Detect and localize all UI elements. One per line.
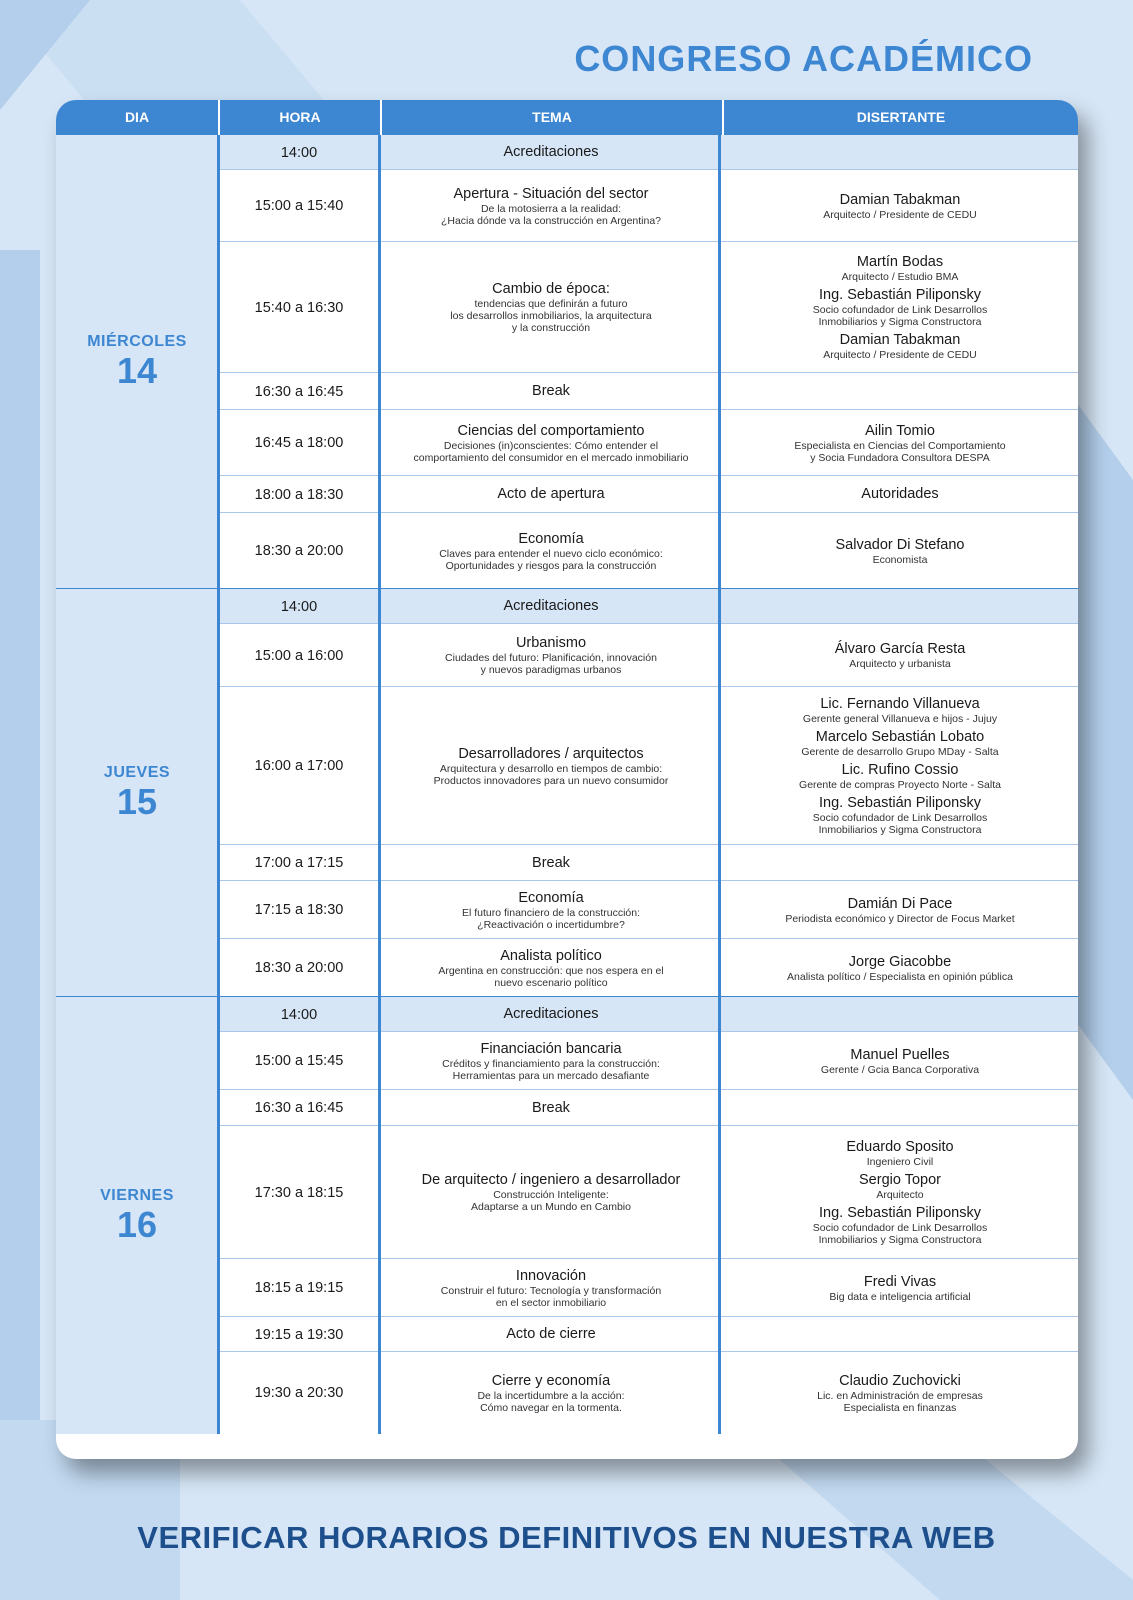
time-cell: 18:15 a 19:15 <box>254 1280 344 1296</box>
topic-title: Economía <box>518 530 584 547</box>
speaker-role: Especialista en Ciencias del Comportamiento y Socia Fundadora Consultora DESPA <box>794 439 1006 464</box>
speaker <box>785 896 1014 925</box>
day-name: MIÉRCOLES <box>87 333 187 350</box>
topic-title: Ciencias del comportamiento <box>457 422 645 439</box>
time-cell: 15:00 a 15:40 <box>254 198 344 214</box>
time-cell: 16:30 a 16:45 <box>254 383 344 400</box>
speaker-role: Lic. en Administración de empresas Especialista en finanzas <box>817 1389 983 1414</box>
speaker <box>842 254 959 283</box>
topic-description: Construir el futuro: Tecnología y transformación en el sector inmobiliario <box>440 1284 662 1309</box>
speaker-role: Arquitecto / Presidente de CEDU <box>823 349 977 361</box>
speaker-name: Damian Tabakman <box>839 191 961 208</box>
speaker <box>813 1205 988 1246</box>
topic-description: tendencias que definirán a futuro los desarrollos inmobiliarios, la arquitectura y la construcción <box>450 298 652 334</box>
topic-title: Break <box>532 854 570 871</box>
topic-description: Decisiones (in)conscientes: Cómo entender el comportamiento del consumidor en el mercado inmobiliario <box>413 439 689 464</box>
schedule-row <box>218 410 1078 476</box>
speaker <box>803 696 997 725</box>
day-cell <box>56 135 218 589</box>
topic-title: De arquitecto / ingeniero a desarrollador <box>421 1172 681 1188</box>
speaker-cell <box>722 476 1078 513</box>
speaker-name: Álvaro García Resta <box>834 641 966 657</box>
speaker-name: Sergio Topor <box>859 1172 941 1188</box>
speaker-role: Gerente de desarrollo Grupo MDay - Salta <box>801 746 999 758</box>
speaker <box>823 192 977 221</box>
topic-cell <box>380 1317 722 1352</box>
schedule-table <box>56 100 1078 1459</box>
speaker-name: Lic. Fernando Villanueva <box>820 696 980 712</box>
day-name: JUEVES <box>103 764 171 781</box>
time-cell: 18:30 a 20:00 <box>254 960 344 976</box>
topic-title: Acreditaciones <box>503 1006 599 1022</box>
schedule-row <box>218 1352 1078 1434</box>
topic-cell <box>380 1090 722 1126</box>
speaker-cell <box>722 845 1078 881</box>
topic-title: Acto de apertura <box>497 486 605 502</box>
day-name: VIERNES <box>100 1186 174 1204</box>
schedule-row <box>218 624 1078 687</box>
speaker-name: Salvador Di Stefano <box>835 536 965 553</box>
speaker <box>813 287 988 328</box>
speaker-role: Economista <box>872 553 928 566</box>
page-title: CONGRESO ACADÉMICO <box>574 38 1033 79</box>
speaker-name: Damián Di Pace <box>847 895 953 912</box>
speaker <box>823 332 977 361</box>
speaker <box>813 795 988 836</box>
topic-cell <box>380 410 722 476</box>
speaker <box>821 1047 979 1076</box>
speaker-cell <box>722 1352 1078 1434</box>
speaker-cell <box>722 1090 1078 1126</box>
speaker-cell <box>722 624 1078 687</box>
topic-title: Urbanismo <box>515 635 587 651</box>
topic-cell <box>380 997 722 1032</box>
speaker <box>794 423 1005 464</box>
time-cell: 18:00 a 18:30 <box>254 486 344 503</box>
speaker-cell <box>722 939 1078 997</box>
speaker-role: Analista político / Especialista en opinión pública <box>787 970 1013 983</box>
speaker-cell <box>722 410 1078 476</box>
speaker <box>836 537 965 566</box>
time-cell: 15:40 a 16:30 <box>254 299 344 316</box>
speaker-role: Arquitecto y urbanista <box>849 658 951 670</box>
topic-title: Apertura - Situación del sector <box>453 185 649 202</box>
speaker-cell <box>722 1032 1078 1090</box>
speaker <box>861 486 938 503</box>
topic-title: Economía <box>518 889 584 906</box>
topic-cell <box>380 373 722 410</box>
topic-title: Financiación bancaria <box>480 1040 622 1057</box>
time-cell: 14:00 <box>280 1006 318 1023</box>
schedule-row <box>218 845 1078 881</box>
table-header <box>56 100 1078 135</box>
speaker-role: Arquitecto / Estudio BMA <box>841 271 959 283</box>
column-divider <box>378 135 381 1434</box>
speaker-name: Ing. Sebastián Piliponsky <box>818 1205 981 1221</box>
topic-title: Break <box>532 383 570 399</box>
topic-title: Cierre y economía <box>491 1372 611 1389</box>
speaker-role: Arquitecto <box>876 1189 924 1201</box>
schedule-row <box>218 513 1078 589</box>
schedule-row <box>218 242 1078 373</box>
time-cell: 16:00 a 17:00 <box>254 758 344 774</box>
time-cell: 17:00 a 17:15 <box>254 855 344 871</box>
topic-title: Analista político <box>500 947 602 964</box>
speaker-role: Gerente de compras Proyecto Norte - Salta <box>799 779 1001 791</box>
day-number: 15 <box>116 781 158 822</box>
topic-description: Ciudades del futuro: Planificación, innovación y nuevos paradigmas urbanos <box>445 652 657 676</box>
speaker-cell <box>722 1126 1078 1259</box>
speaker-name: Autoridades <box>861 486 939 502</box>
header-disertante: DISERTANTE <box>722 100 1078 135</box>
topic-cell <box>380 589 722 624</box>
day-cell <box>56 997 218 1434</box>
speaker <box>801 729 998 758</box>
topic-title: Acreditaciones <box>503 598 599 614</box>
schedule-row <box>218 135 1078 170</box>
topic-title: Acreditaciones <box>503 144 599 160</box>
schedule-row <box>218 1032 1078 1090</box>
speaker <box>859 1172 941 1201</box>
speaker-name: Claudio Zuchovicki <box>839 1372 961 1389</box>
topic-description: De la incertidumbre a la acción: Cómo navegar en la tormenta. <box>477 1389 625 1414</box>
speaker-name: Damian Tabakman <box>839 332 961 348</box>
schedule-row <box>218 476 1078 513</box>
topic-cell <box>380 881 722 939</box>
speaker-cell <box>722 242 1078 373</box>
speaker <box>829 1274 970 1303</box>
topic-cell <box>380 845 722 881</box>
schedule-row <box>218 997 1078 1032</box>
topic-cell <box>380 624 722 687</box>
topic-cell <box>380 1352 722 1434</box>
speaker-name: Ailin Tomio <box>865 422 935 439</box>
topic-cell <box>380 1126 722 1259</box>
topic-description: Argentina en construcción: que nos espera en el nuevo escenario político <box>438 964 664 989</box>
schedule-row <box>218 1259 1078 1317</box>
speaker <box>835 641 966 670</box>
schedule-row <box>218 170 1078 242</box>
speaker-role: Socio cofundador de Link Desarrollos Inmobiliarios y Sigma Constructora <box>812 812 988 836</box>
speaker-cell <box>722 881 1078 939</box>
topic-title: Acto de cierre <box>506 1326 596 1342</box>
speaker-name: Marcelo Sebastián Lobato <box>815 729 985 745</box>
speaker-name: Martín Bodas <box>856 254 944 270</box>
topic-cell <box>380 513 722 589</box>
time-cell: 16:30 a 16:45 <box>254 1100 344 1116</box>
schedule-row <box>218 589 1078 624</box>
schedule-row <box>218 1317 1078 1352</box>
speaker-cell <box>722 170 1078 242</box>
schedule-row <box>218 881 1078 939</box>
speaker-cell <box>722 513 1078 589</box>
topic-title: Break <box>532 1099 570 1116</box>
schedule-row <box>218 373 1078 410</box>
speaker-name: Eduardo Sposito <box>846 1139 954 1155</box>
speaker-cell <box>722 135 1078 170</box>
topic-description: Construcción Inteligente: Adaptarse a un Mundo en Cambio <box>471 1189 631 1213</box>
column-divider <box>718 135 721 1434</box>
header-tema: TEMA <box>380 100 722 135</box>
day-cell <box>56 589 218 997</box>
topic-cell <box>380 242 722 373</box>
time-cell: 19:15 a 19:30 <box>254 1326 344 1343</box>
time-cell: 19:30 a 20:30 <box>254 1385 344 1401</box>
speaker-cell <box>722 1259 1078 1317</box>
topic-title: Cambio de época: <box>492 281 610 297</box>
schedule-row <box>218 1126 1078 1259</box>
speaker-role: Gerente general Villanueva e hijos - Jujuy <box>802 713 998 725</box>
speaker-role: Ingeniero Civil <box>866 1156 934 1168</box>
speaker-name: Fredi Vivas <box>863 1273 937 1290</box>
topic-cell <box>380 939 722 997</box>
speaker-role: Periodista económico y Director de Focus Market <box>785 912 1015 925</box>
speaker <box>817 1373 983 1414</box>
speaker-cell <box>722 1317 1078 1352</box>
topic-cell <box>380 170 722 242</box>
time-cell: 17:30 a 18:15 <box>254 1184 344 1201</box>
header-hora: HORA <box>218 100 380 135</box>
speaker <box>846 1139 953 1168</box>
speaker-role: Big data e inteligencia artificial <box>829 1290 971 1303</box>
time-cell: 18:30 a 20:00 <box>254 543 344 559</box>
speaker-role: Arquitecto / Presidente de CEDU <box>823 208 977 221</box>
topic-description: De la motosierra a la realidad: ¿Hacia dónde va la construcción en Argentina? <box>440 202 662 227</box>
topic-title: Desarrolladores / arquitectos <box>458 745 644 762</box>
time-cell: 16:45 a 18:00 <box>254 435 344 451</box>
day-number: 14 <box>116 350 158 391</box>
time-cell: 15:00 a 15:45 <box>254 1053 344 1069</box>
speaker-name: Lic. Rufino Cossio <box>841 762 959 778</box>
speaker-cell <box>722 687 1078 845</box>
time-cell: 17:15 a 18:30 <box>254 902 344 918</box>
speaker-role: Socio cofundador de Link Desarrollos Inmobiliarios y Sigma Constructora <box>812 1222 988 1246</box>
speaker-name: Ing. Sebastián Piliponsky <box>818 287 981 303</box>
footer-note: VERIFICAR HORARIOS DEFINITIVOS EN NUESTRA WEB <box>137 1520 996 1555</box>
time-cell: 14:00 <box>280 144 318 161</box>
time-cell: 15:00 a 16:00 <box>254 647 344 664</box>
topic-cell <box>380 1032 722 1090</box>
speaker-name: Jorge Giacobbe <box>848 953 952 970</box>
topic-cell <box>380 1259 722 1317</box>
speaker-cell <box>722 997 1078 1032</box>
speaker <box>787 954 1013 983</box>
topic-cell <box>380 476 722 513</box>
schedule-row <box>218 687 1078 845</box>
speaker-role: Gerente / Gcia Banca Corporativa <box>820 1063 980 1076</box>
day-number: 16 <box>116 1203 158 1245</box>
topic-description: Claves para entender el nuevo ciclo económico: Oportunidades y riesgos para la construcción <box>439 547 663 572</box>
speaker-name: Manuel Puelles <box>850 1046 950 1063</box>
schedule-row <box>218 939 1078 997</box>
topic-title: Innovación <box>515 1267 587 1284</box>
column-divider <box>217 135 220 1434</box>
schedule-row <box>218 1090 1078 1126</box>
speaker-cell <box>722 589 1078 624</box>
topic-cell <box>380 135 722 170</box>
speaker-cell <box>722 373 1078 410</box>
time-cell: 14:00 <box>280 598 318 615</box>
topic-cell <box>380 687 722 845</box>
topic-description: El futuro financiero de la construcción: ¿Reactivación o incertidumbre? <box>461 906 640 931</box>
speaker-role: Socio cofundador de Link Desarrollos Inmobiliarios y Sigma Constructora <box>812 304 988 328</box>
speaker <box>799 762 1001 791</box>
header-dia: DIA <box>124 109 150 125</box>
topic-description: Créditos y financiamiento para la construcción: Herramientas para un mercado desafiante <box>442 1057 660 1082</box>
topic-description: Arquitectura y desarrollo en tiempos de cambio: Productos innovadores para un nuevo consumidor <box>433 762 669 787</box>
speaker-name: Ing. Sebastián Piliponsky <box>818 795 981 811</box>
